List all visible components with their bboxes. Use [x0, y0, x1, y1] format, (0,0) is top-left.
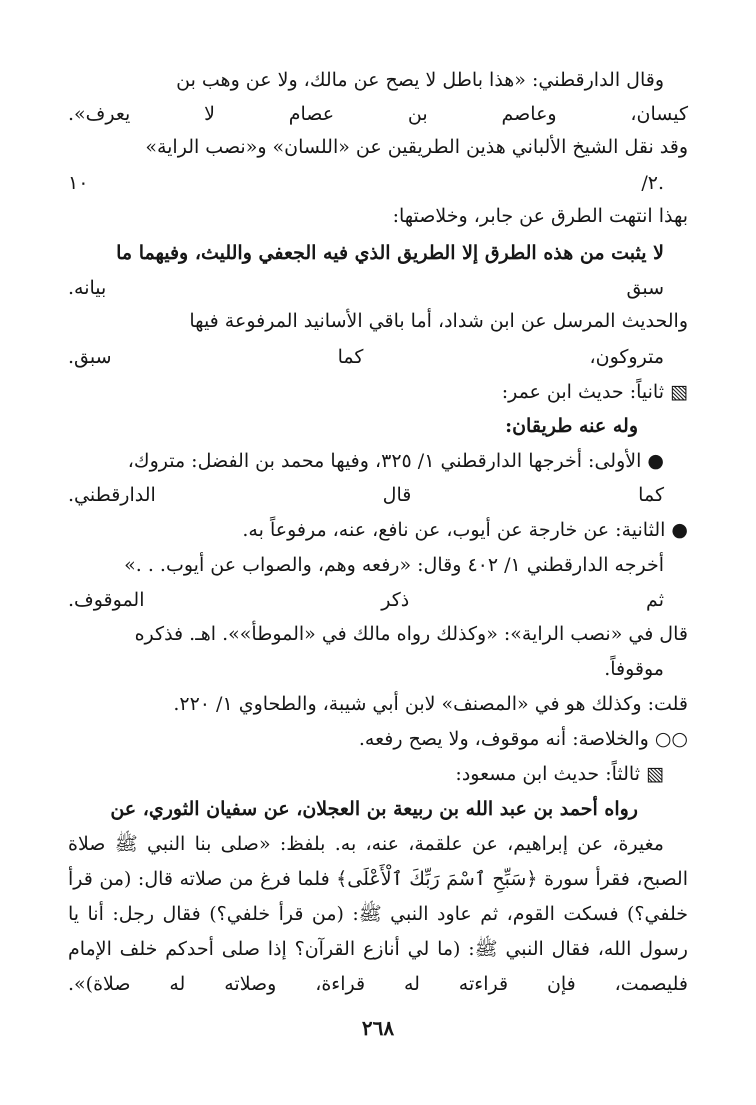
- line-27: فليصمت، فإن قراءته له قراءة، وصلاته له صلاة)».: [68, 973, 688, 995]
- line-03: وقد نقل الشيخ الألباني هذين الطريقين عن «اللسان» و«نصب الراية»: [145, 136, 688, 158]
- line-16: ثم ذكر الموقوف.: [68, 589, 664, 611]
- line-05: بهذا انتهت الطرق عن جابر، وخلاصتها:: [392, 205, 688, 227]
- bullet-first-path: كما قال الدارقطني.: [68, 484, 664, 506]
- section-heading-ibn-masud: رواه أحمد بن عبد الله بن ربيعة بن العجلان، عن سفيان الثوري، عن: [110, 798, 638, 820]
- line-18: موقوفاً.: [604, 658, 664, 680]
- line-26: رسول الله، فقال النبي ﷺ: (ما لي أنازع القرآن؟ إذا صلى أحدكم خلف الإمام: [68, 938, 688, 960]
- line-24: الصبح، فقرأ سورة ﴿سَبِّحِ ٱسْمَ رَبِّكَ ٱلْأَعْلَى﴾ فلما فرغ من صلاته قال: (من قرأ: [68, 868, 688, 890]
- line-21: ▧ ثالثاً: حديث ابن مسعود:: [455, 763, 664, 785]
- line-01: وقال الدارقطني: «هذا باطل لا يصح عن مالك، ولا عن وهب بن: [176, 69, 664, 91]
- line-12: ● الأولى: أخرجها الدارقطني ١/ ٣٢٥، وفيها محمد بن الفضل: متروك،: [127, 450, 664, 472]
- page-number: ٢٦٨: [361, 1016, 395, 1040]
- line-20: ○○ والخلاصة: أنه موقوف، ولا يصح رفعه.: [358, 728, 688, 750]
- bullet-second-path: أخرجه الدارقطني ١/ ٤٠٢ وقال: «رفعه وهم، والصواب عن أيوب. . .»: [124, 554, 664, 576]
- line-09: متروكون، كما سبق.: [68, 346, 664, 368]
- line-14: ● الثانية: عن خارجة عن أيوب، عن نافع، عنه، مرفوعاً به.: [242, 519, 688, 541]
- line-02: كيسان، وعاصم بن عصام لا يعرف».: [68, 103, 688, 125]
- line-25: خلفي؟) فسكت القوم، ثم عاود النبي ﷺ: (من قرأ خلفي؟) فقال رجل: أنا يا: [68, 903, 688, 925]
- line-19: قلت: وكذلك هو في «المصنف» لابن أبي شيبة، والطحاوي ١/ ٢٢٠.: [173, 693, 688, 715]
- line-10: ▧ ثانياً: حديث ابن عمر:: [501, 381, 688, 403]
- line-08: والحديث المرسل عن ابن شداد، أما باقي الأسانيد المرفوعة فيها: [189, 310, 688, 332]
- line-07: سبق بيانه.: [68, 277, 664, 299]
- line-23: مغيرة، عن إبراهيم، عن علقمة، عنه، به. بلفظ: «صلى بنا النبي ﷺ صلاة: [68, 833, 664, 855]
- section-heading-conclusion: لا يثبت من هذه الطرق إلا الطريق الذي فيه الجعفي والليث، وفيهما ما: [116, 242, 664, 264]
- section-heading-ibn-umar: وله عنه طريقان:: [505, 415, 638, 437]
- line-17: قال في «نصب الراية»: «وكذلك رواه مالك في «الموطأ»». اهـ. فذكره: [134, 623, 688, 645]
- line-04: ٢/ ١٠.: [68, 172, 664, 194]
